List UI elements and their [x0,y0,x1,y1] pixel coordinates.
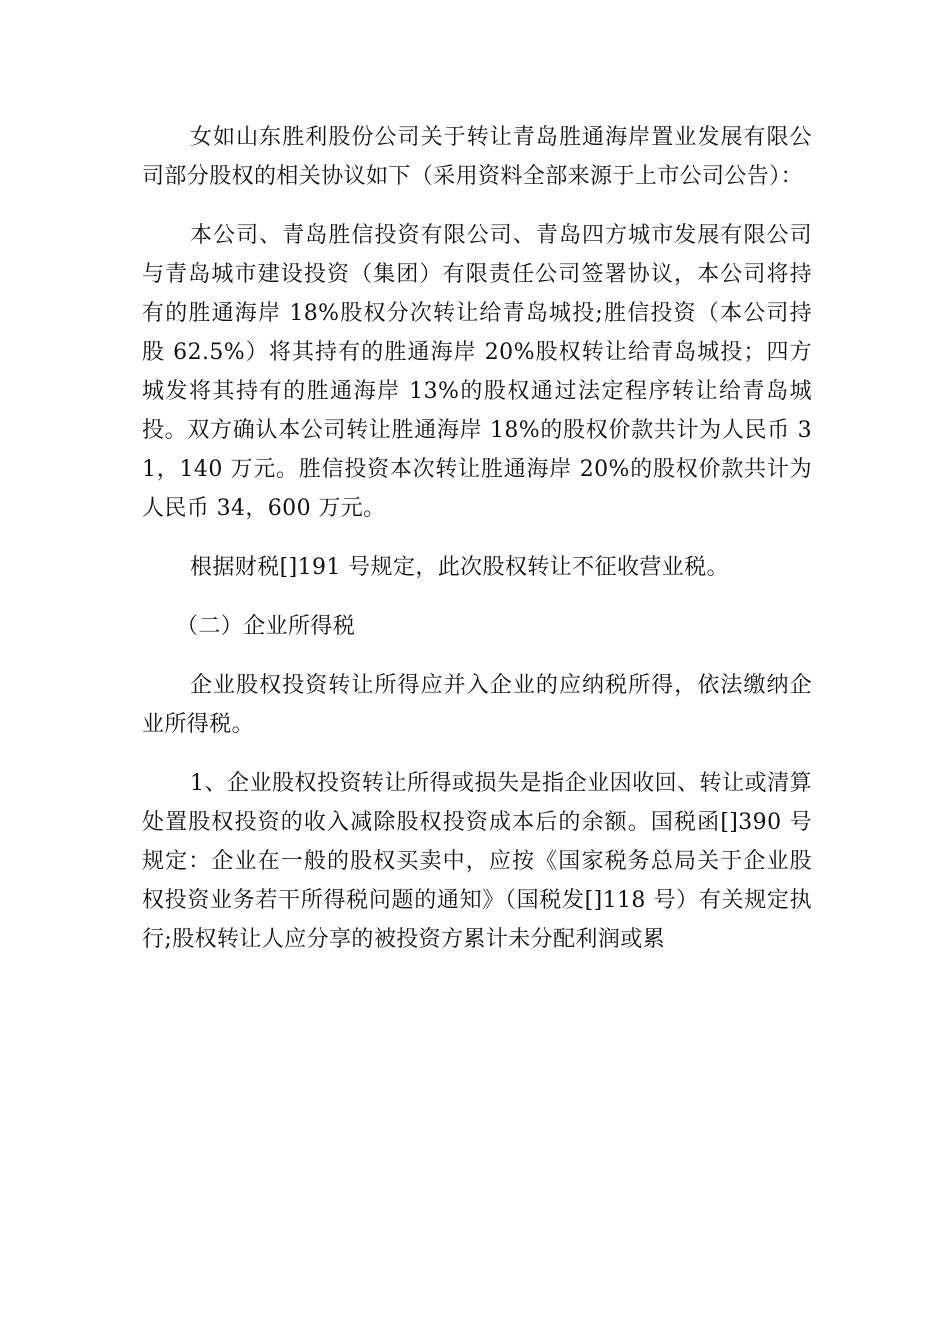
paragraph-agreement-intro: 女如山东胜利股份公司关于转让青岛胜通海岸置业发展有限公司部分股权的相关协议如下（采用资料全部来源于上市公司公告）： [142,125,812,189]
paragraph-equity-transfer-income: 1、企业股权投资转让所得或损失是指企业因收回、转让或清算处置股权投资的收入减除股权投资成本后的余额。国税函[]390 号规定：企业在一般的股权买卖中，应按《国家税务总局关于企业股权投资业务若干所得税问题的通知》（国税发[]118 号）有关规定执行;股权转让人应分享的被投资方累计未分配利润或累 [142,771,812,952]
paragraph-income-tax-rule: 企业股权投资转让所得应并入企业的应纳税所得，依法缴纳企业所得税。 [142,673,812,737]
section-heading-enterprise-income-tax: （二）企业所得税 [176,614,356,639]
document-body [142,118,812,959]
paragraph-agreement-details: 本公司、青岛胜信投资有限公司、青岛四方城市发展有限公司与青岛城市建设投资（集团）有限责任公司签署协议，本公司将持有的胜通海岸 18%股权分次转让给青岛城投;胜信投资（本公司持股 62.5%）将其持有的胜通海岸 20%股权转让给青岛城投；四方城发将其持有的胜通海岸 13%的股权通过法定程序转让给青岛城投。双方确认本公司转让胜通海岸 18%的股权价款共计为人民币 31，140 万元。胜信投资本次转让胜通海岸 20%的股权价款共计为人民币 34，600 万元。 [142,223,812,521]
paragraph-business-tax: 根据财税[]191 号规定，此次股权转让不征收营业税。 [190,555,729,580]
